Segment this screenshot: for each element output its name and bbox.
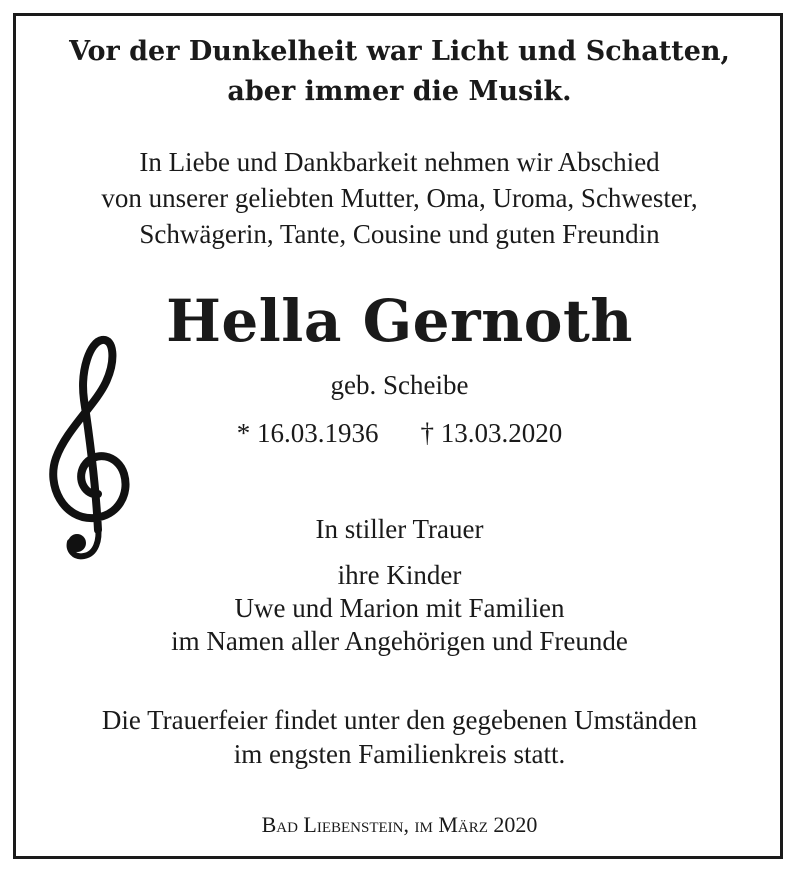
mourning-heading: In stiller Trauer (315, 514, 484, 544)
birth-name: geb. Scheibe (330, 370, 469, 400)
deceased-name: Hella Gernoth (166, 287, 633, 355)
death-date: † 13.03.2020 (420, 418, 563, 448)
ceremony-line-2: im engsten Familienkreis statt. (233, 739, 566, 769)
intro-line-1: In Liebe und Dankbarkeit nehmen wir Abschied (139, 147, 660, 177)
motto-line-1: Vor der Dunkelheit war Licht und Schatten, (69, 36, 730, 67)
place-and-date: Bad Liebenstein, im März 2020 (261, 812, 538, 837)
motto-line-2: aber immer die Musik. (227, 76, 572, 107)
intro-line-3: Schwägerin, Tante, Cousine und guten Freundin (139, 219, 660, 249)
mourners-line-2: Uwe und Marion mit Familien (234, 593, 565, 623)
mourners-line-3: im Namen aller Angehörigen und Freunde (171, 626, 628, 656)
birth-date: * 16.03.1936 (236, 418, 379, 448)
mourners-line-1: ihre Kinder (337, 560, 462, 590)
intro-line-2: von unserer geliebten Mutter, Oma, Uroma, Schwester, (101, 183, 698, 213)
ceremony-line-1: Die Trauerfeier findet unter den gegebenen Umständen (101, 705, 698, 735)
